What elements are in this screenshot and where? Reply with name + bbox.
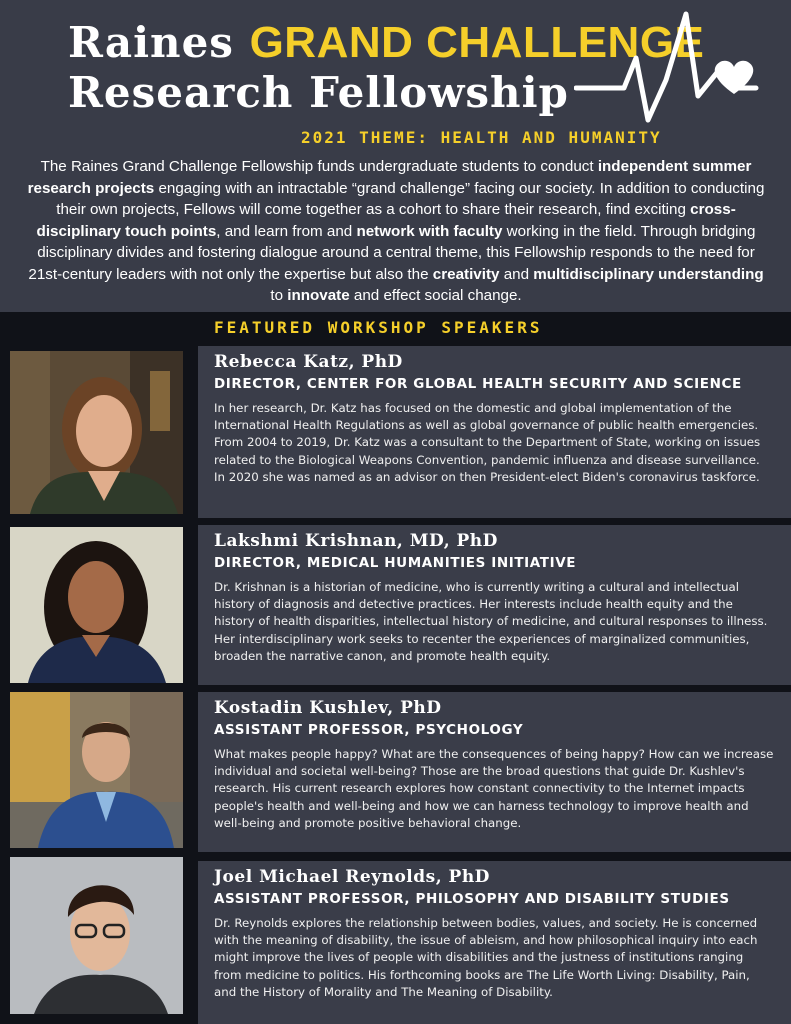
speaker-photo-kushlev bbox=[10, 692, 183, 848]
speaker-name: Lakshmi Krishnan, MD, PhD bbox=[214, 531, 498, 551]
intro-text: and effect social change. bbox=[349, 287, 522, 304]
intro-emphasis: innovate bbox=[287, 287, 350, 304]
speaker-card-krishnan bbox=[198, 525, 791, 685]
speaker-photo-reynolds bbox=[10, 857, 183, 1014]
speaker-photo-katz bbox=[10, 351, 183, 514]
speaker-name: Joel Michael Reynolds, PhD bbox=[214, 867, 490, 887]
speaker-role: DIRECTOR, MEDICAL HUMANITIES INITIATIVE bbox=[214, 555, 577, 571]
title-highlight: GRAND CHALLENGE bbox=[249, 18, 705, 67]
speaker-name: Rebecca Katz, PhD bbox=[214, 352, 403, 372]
intro-emphasis: creativity bbox=[432, 265, 500, 283]
speaker-bio: What makes people happy? What are the consequences of being happy? How can we increase individual and societal well-being? Those are the broad questions that guide Dr. Kushlev's research. His current research explores how constant connectivity to the Internet impacts people's health and well-being and how we can harness technology to improve health and well-being and promote positive behavioral change. bbox=[214, 747, 774, 830]
header bbox=[0, 0, 791, 312]
title-prefix: Raines bbox=[68, 18, 234, 67]
speaker-bio: Dr. Reynolds explores the relationship between bodies, values, and society. He is concerned with the meaning of disability, the issue of ableism, and how philosophical inquiry into each might improve the lives of people with disabilities and the justness of institutions ranging from medicine to politics. His forthcoming books are The Life Worth Living: Disability, Pain, and the History of Morality and The Meaning of Disability. bbox=[214, 916, 758, 999]
speaker-bio: Dr. Krishnan is a historian of medicine, who is currently writing a cultural and intellectual history of diagnosis and detective practices. Her interests include health equity and the history of health disparities, intellectual history of medicine, and cultural responses to illness. Her interdisciplinary work seeks to recenter the experiences of marginalized communities, broaden the narrative canon, and promote health equity. bbox=[214, 580, 768, 663]
title-line-2: Research Fellowship bbox=[68, 68, 569, 117]
intro-text: to bbox=[270, 287, 288, 304]
intro-text: The Raines Grand Challenge Fellowship funds undergraduate students to conduct bbox=[40, 158, 598, 175]
speaker-card-reynolds bbox=[198, 861, 791, 1024]
speaker-role: DIRECTOR, CENTER FOR GLOBAL HEALTH SECURITY AND SCIENCE bbox=[214, 376, 742, 392]
intro-text: and bbox=[499, 265, 534, 283]
section-title: FEATURED WORKSHOP SPEAKERS bbox=[214, 318, 543, 337]
intro-text: working in the field. Through bridging disciplinary divides and fostering dialogue around a central theme, this Fellowship responds to the need for 21st-century leaders with not only the expertise but also the bbox=[28, 222, 756, 283]
intro-text: , and learn from and bbox=[216, 222, 357, 240]
speaker-card-kushlev bbox=[198, 692, 791, 852]
intro-emphasis: network with faculty bbox=[356, 222, 503, 240]
speaker-card-katz bbox=[198, 346, 791, 518]
intro-text: engaging with an intractable “grand challenge” facing our society. In addition to conducting their own projects, Fellows will come together as a cohort to share their research, find exciting bbox=[56, 179, 765, 218]
speaker-photo-krishnan bbox=[10, 527, 183, 683]
intro-emphasis: independent summer research projects bbox=[27, 158, 752, 197]
speaker-bio: In her research, Dr. Katz has focused on the domestic and global implementation of the International Health Regulations as well as global governance of public health emergencies. From 2004 to 2019, Dr. Katz was a consultant to the Department of State, working on issues related to the Biological Weapons Convention, pandemic influenza and disease surveillance. In 2020 she was named as an advisor on then President-elect Biden's coronavirus taskforce. bbox=[214, 401, 761, 484]
speaker-role: ASSISTANT PROFESSOR, PSYCHOLOGY bbox=[214, 722, 524, 738]
intro-paragraph bbox=[22, 156, 770, 307]
speaker-role: ASSISTANT PROFESSOR, PHILOSOPHY AND DISABILITY STUDIES bbox=[214, 891, 730, 907]
speaker-name: Kostadin Kushlev, PhD bbox=[214, 698, 442, 718]
heartbeat-pulse-icon bbox=[574, 8, 774, 143]
intro-emphasis: cross-disciplinary touch points bbox=[36, 201, 736, 240]
intro-emphasis: multidisciplinary understanding bbox=[533, 265, 764, 283]
theme-line: 2021 THEME: HEALTH AND HUMANITY bbox=[301, 128, 662, 147]
